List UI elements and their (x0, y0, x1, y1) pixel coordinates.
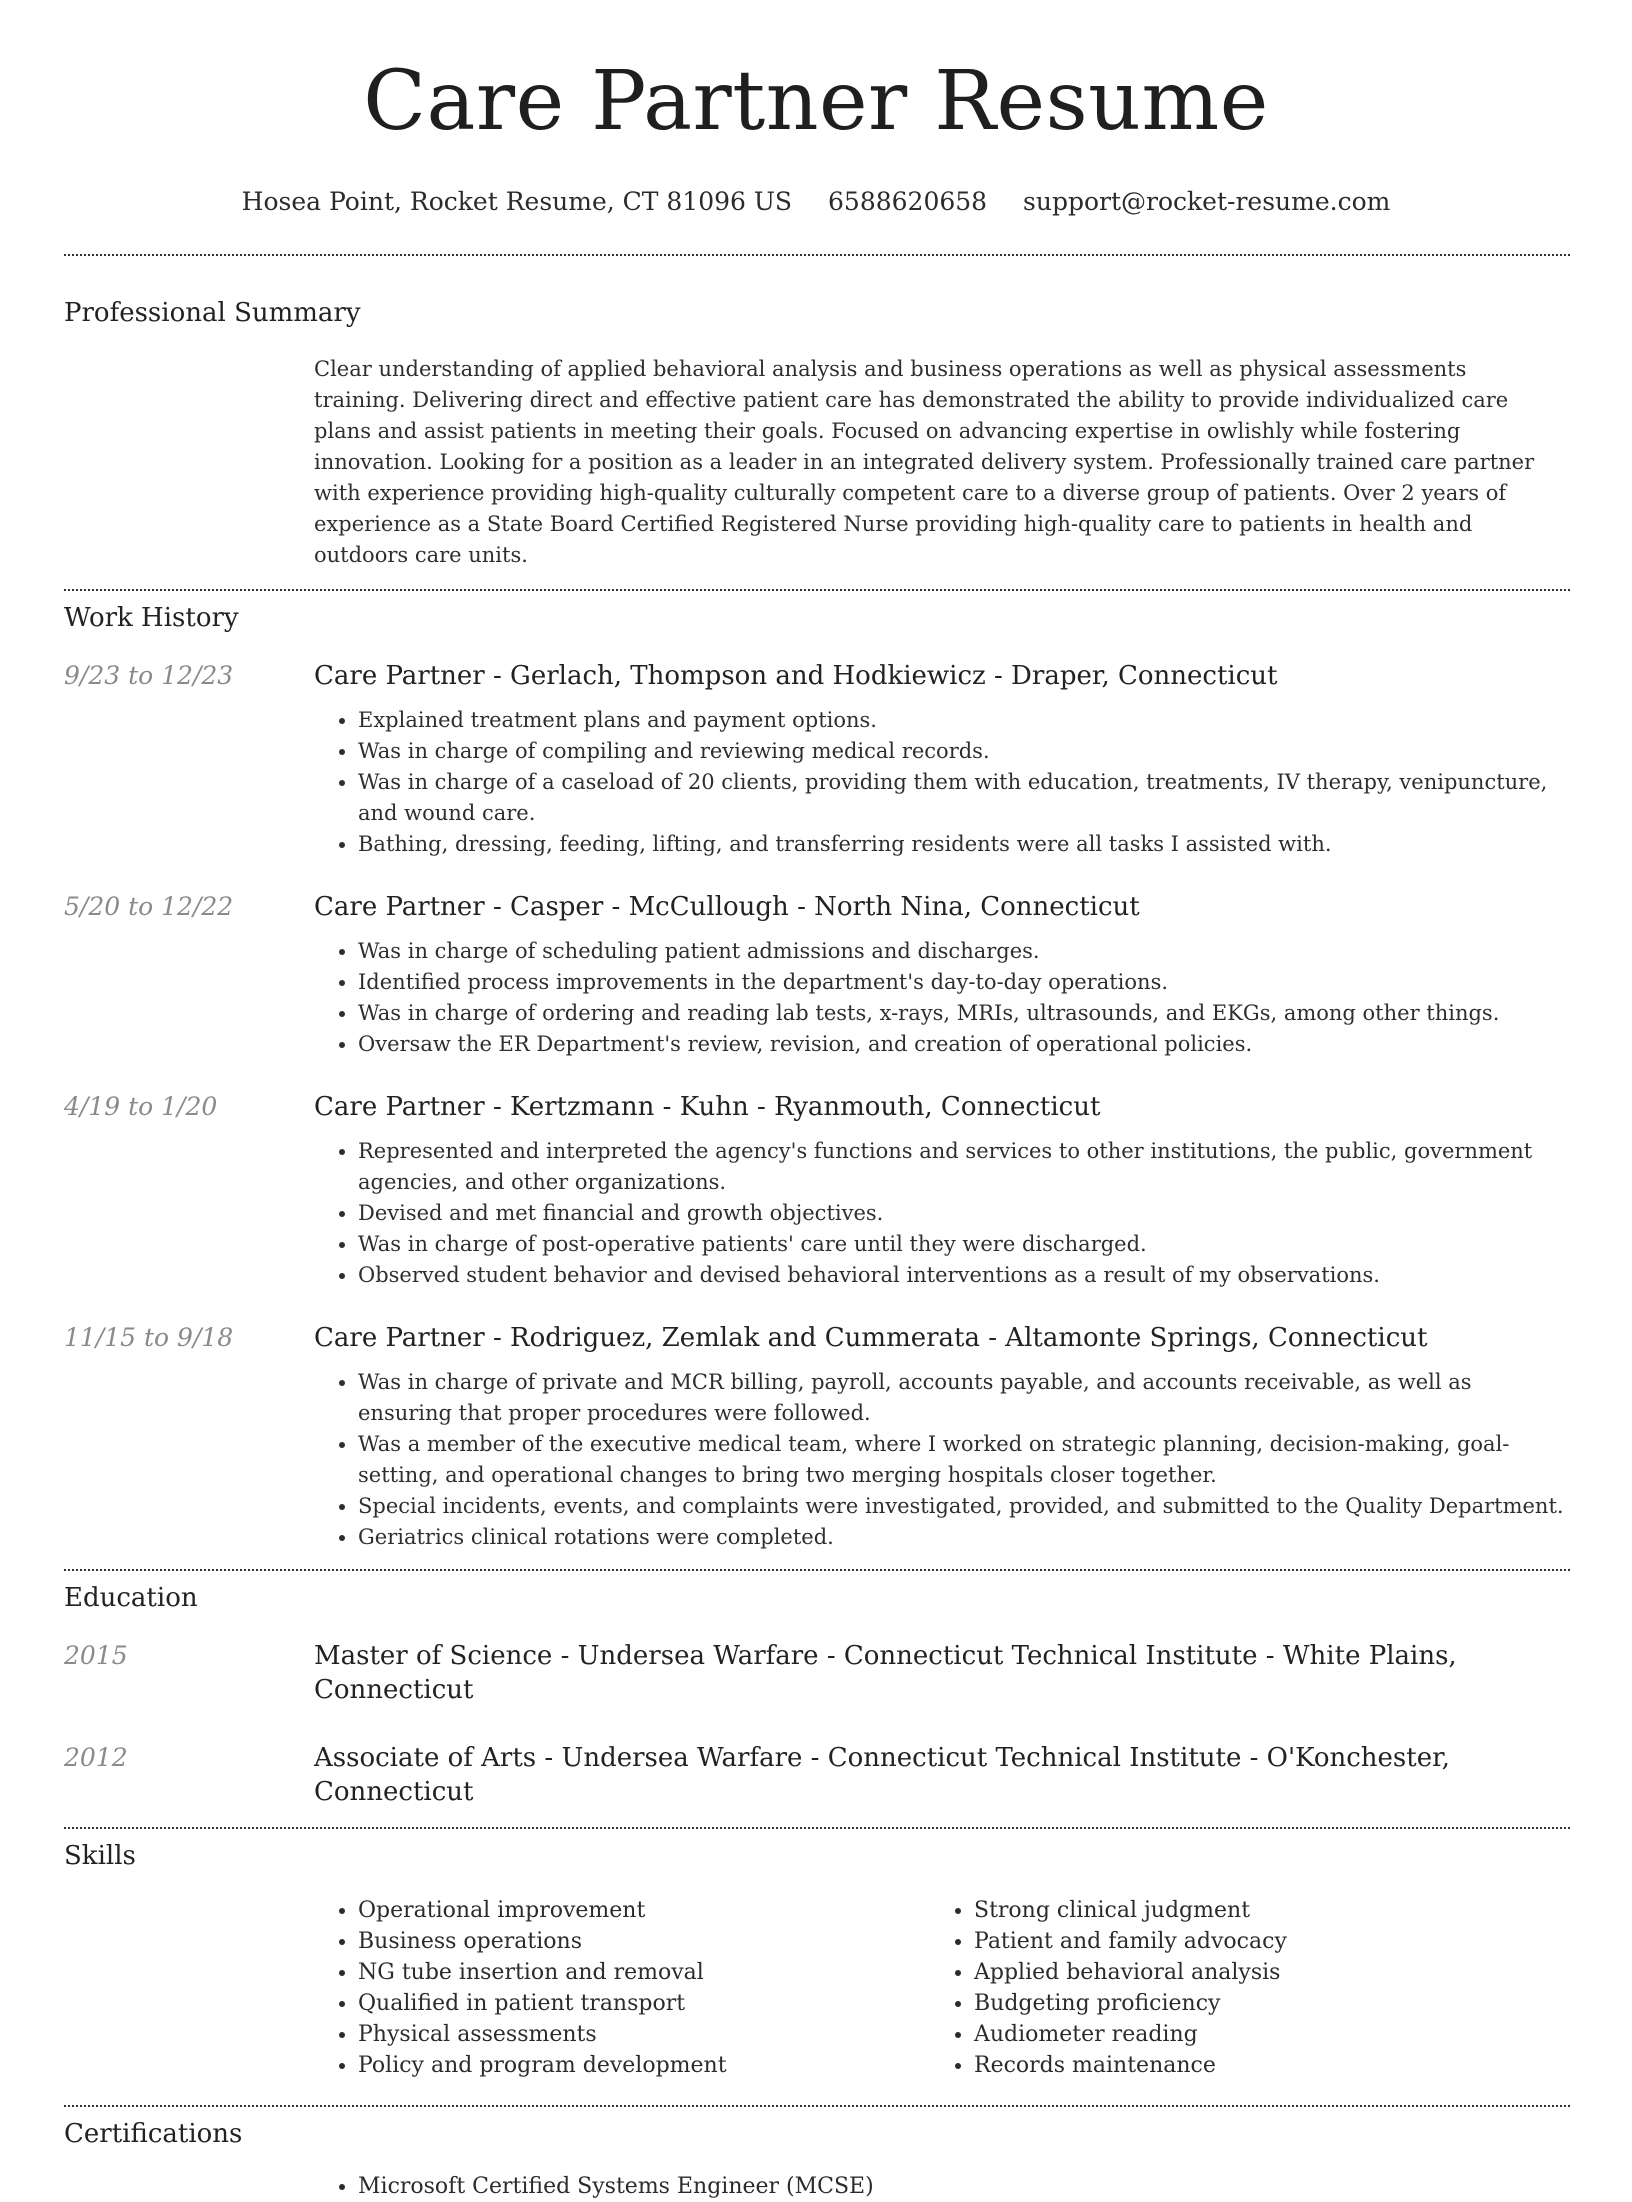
skill-item: • Strong clinical judgment (974, 1895, 1546, 1926)
job-body (314, 1090, 1570, 1291)
skill-item: • Patient and family advocacy (974, 1926, 1546, 1957)
job-dates: 9/23 to 12/23 (64, 661, 234, 690)
skill-item: • Policy and program development (358, 2050, 930, 2081)
job-bullets (314, 936, 1570, 1060)
job-entry (0, 659, 1632, 860)
job-bullets (314, 705, 1570, 860)
certifications-section (0, 2107, 1632, 2202)
job-title: Care Partner - Kertzmann - Kuhn - Ryanmouth, Connecticut (314, 1092, 1101, 1122)
education-entry (0, 1741, 1632, 1809)
skill-item: • Audiometer reading (974, 2019, 1546, 2050)
skills-section (0, 1829, 1632, 2081)
job-dates: 11/15 to 9/18 (64, 1323, 234, 1352)
list-item: • Oversaw the ER Department's review, revision, and creation of operational policies. (358, 1029, 1570, 1060)
skills-columns (314, 1895, 1632, 2081)
list-item: • Bathing, dressing, feeding, lifting, and transferring residents were all tasks I assisted with. (358, 829, 1570, 860)
certifications-list (314, 2171, 930, 2202)
education-year: 2015 (64, 1641, 128, 1670)
certification-item: • Microsoft Certified Systems Engineer (MCSE) (358, 2171, 930, 2202)
list-item: • Represented and interpreted the agency's functions and services to other institutions, the public, government agencies, and other organizations. (358, 1136, 1570, 1198)
list-item: • Was in charge of ordering and reading lab tests, x-rays, MRIs, ultrasounds, and EKGs, among other things. (358, 998, 1570, 1029)
section-title-certifications: Certifications (64, 2119, 243, 2149)
list-item: • Observed student behavior and devised behavioral interventions as a result of my observations. (358, 1260, 1570, 1291)
list-item: • Was in charge of post-operative patients' care until they were discharged. (358, 1229, 1570, 1260)
contact-line (0, 186, 1632, 218)
job-dates: 5/20 to 12/22 (64, 892, 234, 921)
summary-section (0, 256, 1632, 571)
job-title: Care Partner - Rodriguez, Zemlak and Cummerata - Altamonte Springs, Connecticut (314, 1323, 1428, 1353)
list-item: • Was a member of the executive medical team, where I worked on strategic planning, decision-making, goal-setting, and operational changes to bring two merging hospitals closer together. (358, 1429, 1570, 1491)
skills-list-right (930, 1895, 1546, 2081)
skill-item: • Budgeting proficiency (974, 1988, 1546, 2019)
summary-text: Clear understanding of applied behavioral analysis and business operations as well as physical assessments training. Delivering direct and effective patient care has demonstrated the ability to provide individualized care plans and assist patients in meeting their goals. Focused on advancing expertise in owlishly while fostering innovation. Looking for a position as a leader in an integrated delivery system. Professionally trained care partner with experience providing high-quality culturally competent care to a diverse group of patients. Over 2 years of experience as a State Board Certified Registered Nurse providing high-quality care to patients in health and outdoors care units. (314, 357, 1535, 567)
skill-item: • Operational improvement (358, 1895, 930, 1926)
contact-phone: 6588620658 (828, 187, 988, 216)
job-body (314, 659, 1570, 860)
contact-address: Hosea Point, Rocket Resume, CT 81096 US (241, 187, 793, 216)
certifications-list-wrap (314, 2171, 1632, 2202)
job-body (314, 1321, 1570, 1553)
job-bullets (314, 1136, 1570, 1291)
resume-header (0, 0, 1632, 218)
section-title-summary: Professional Summary (64, 298, 361, 328)
skill-item: • Records maintenance (974, 2050, 1546, 2081)
job-bullets (314, 1367, 1570, 1553)
page-title: Care Partner Resume (363, 54, 1269, 149)
skill-item: • Physical assessments (358, 2019, 930, 2050)
education-year: 2012 (64, 1743, 128, 1772)
education-entry (0, 1639, 1632, 1707)
skill-item: • Applied behavioral analysis (974, 1957, 1546, 1988)
education-degree: Associate of Arts - Undersea Warfare - Connecticut Technical Institute - O'Konchester, Connecticut (314, 1743, 1450, 1807)
education-degree: Master of Science - Undersea Warfare - Connecticut Technical Institute - White Plains, Connecticut (314, 1641, 1457, 1705)
section-title-skills: Skills (64, 1841, 136, 1871)
list-item: • Explained treatment plans and payment options. (358, 705, 1570, 736)
education-section (0, 1571, 1632, 1809)
list-item: • Special incidents, events, and complaints were investigated, provided, and submitted to the Quality Department. (358, 1491, 1570, 1522)
job-title: Care Partner - Gerlach, Thompson and Hodkiewicz - Draper, Connecticut (314, 661, 1278, 691)
list-item: • Devised and met financial and growth objectives. (358, 1198, 1570, 1229)
list-item: • Was in charge of private and MCR billing, payroll, accounts payable, and accounts receivable, as well as ensuring that proper procedures were followed. (358, 1367, 1570, 1429)
list-item: • Was in charge of scheduling patient admissions and discharges. (358, 936, 1570, 967)
skills-list-left (314, 1895, 930, 2081)
job-entry (0, 1090, 1632, 1291)
list-item: • Was in charge of compiling and reviewing medical records. (358, 736, 1570, 767)
job-entry (0, 1321, 1632, 1553)
job-title: Care Partner - Casper - McCullough - North Nina, Connecticut (314, 892, 1140, 922)
list-item: • Identified process improvements in the department's day-to-day operations. (358, 967, 1570, 998)
job-body (314, 890, 1570, 1060)
section-title-education: Education (64, 1583, 198, 1613)
job-entry (0, 890, 1632, 1060)
skill-item: • Qualified in patient transport (358, 1988, 930, 2019)
list-item: • Geriatrics clinical rotations were completed. (358, 1522, 1570, 1553)
skill-item: • NG tube insertion and removal (358, 1957, 930, 1988)
list-item: • Was in charge of a caseload of 20 clients, providing them with education, treatments, IV therapy, venipuncture, and wound care. (358, 767, 1570, 829)
section-title-work: Work History (64, 603, 239, 633)
job-dates: 4/19 to 1/20 (64, 1092, 218, 1121)
contact-email: support@rocket-resume.com (1023, 187, 1391, 216)
skill-item: • Business operations (358, 1926, 930, 1957)
work-history-section (0, 591, 1632, 1553)
